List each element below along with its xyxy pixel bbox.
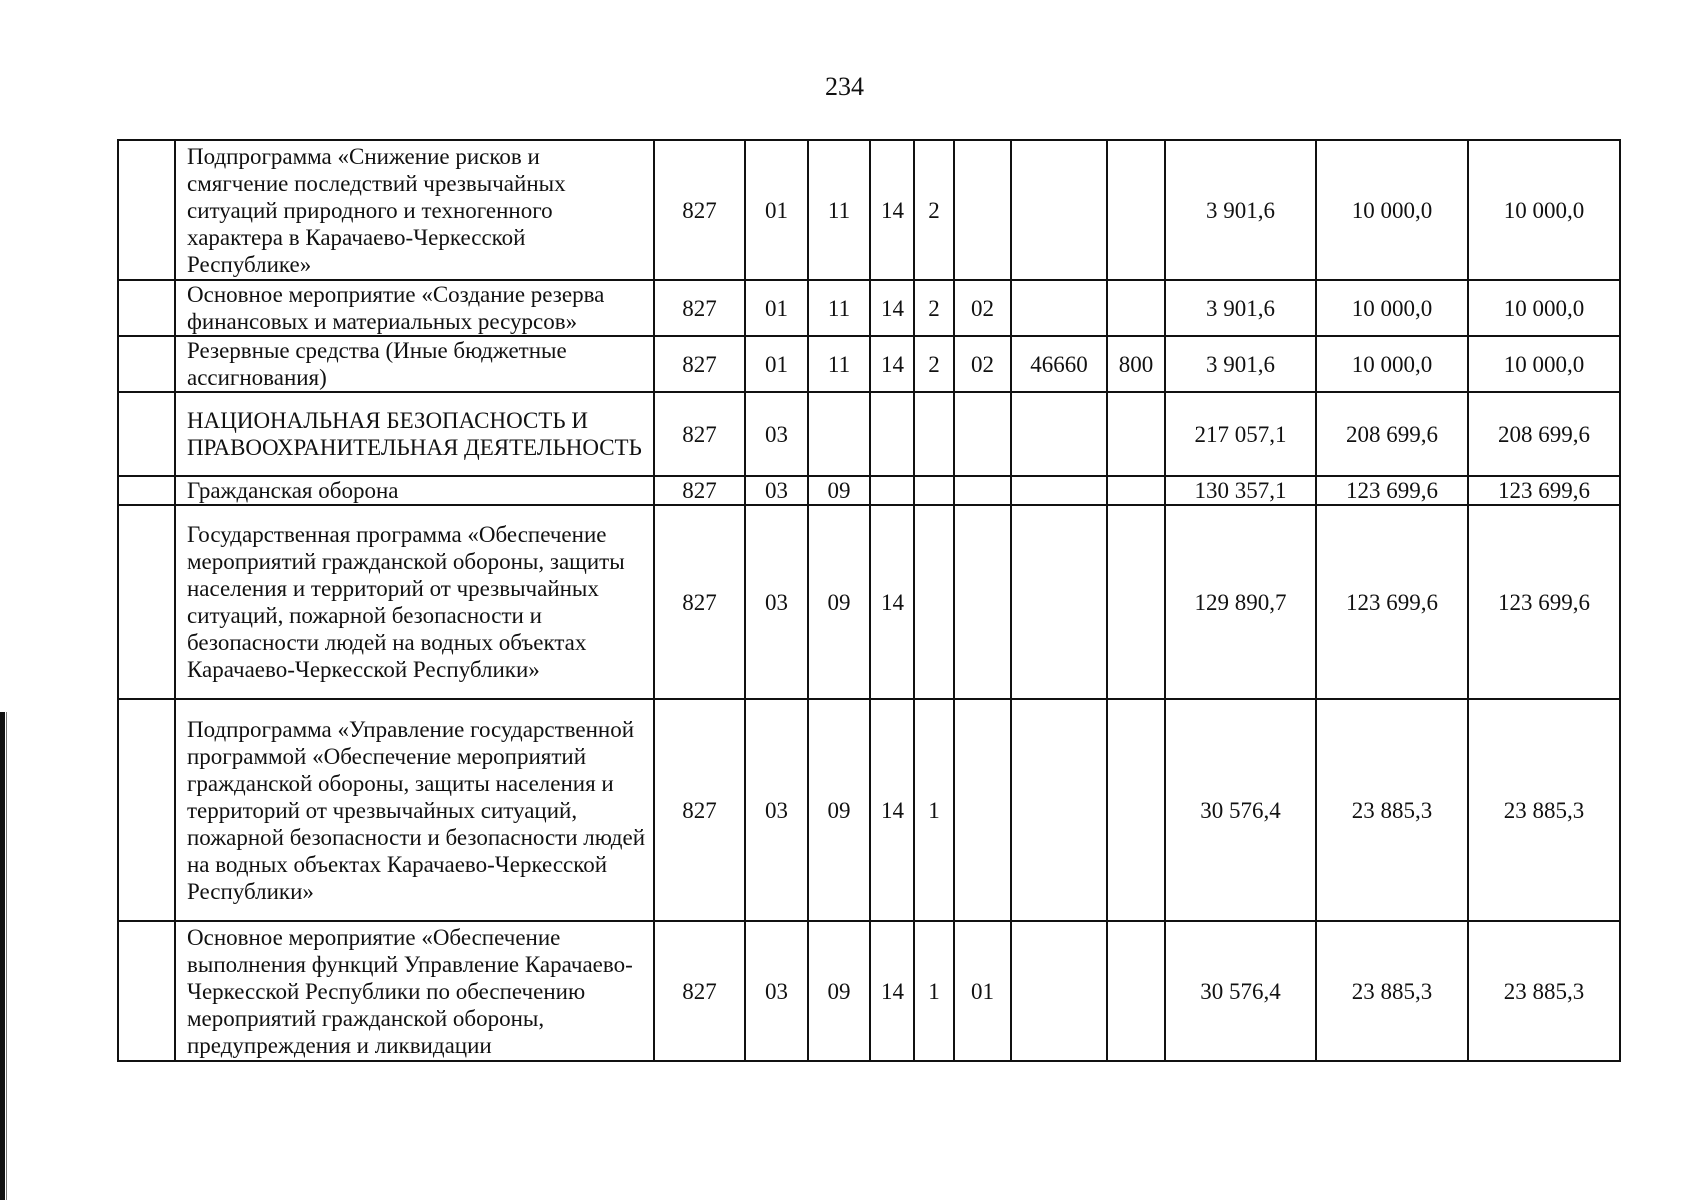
subsection-code-cell: 11 bbox=[808, 336, 870, 392]
activity-code-cell bbox=[954, 140, 1011, 280]
subsection-code-cell: 09 bbox=[808, 699, 870, 921]
program-code-cell bbox=[870, 392, 914, 476]
item-name-cell: Подпрограмма «Управление государственной программой «Обеспечение мероприятий гражданской обороны, защиты населения и территорий от чрезвычайных ситуаций, пожарной безопасности и безопасности людей на водных объектах Карачаево-Черкесской Республики» bbox=[175, 699, 654, 921]
expense-type-cell bbox=[1107, 392, 1165, 476]
item-name-cell: Подпрограмма «Снижение рисков и смягчение последствий чрезвычайных ситуаций природного и техногенного характера в Карачаево-Черкесской Республике» bbox=[175, 140, 654, 280]
expense-type-cell bbox=[1107, 921, 1165, 1061]
amount-year3-cell: 23 885,3 bbox=[1468, 699, 1620, 921]
amount-year2-cell: 10 000,0 bbox=[1316, 336, 1468, 392]
budget-table bbox=[117, 139, 1621, 1062]
program-code-cell: 14 bbox=[870, 921, 914, 1061]
amount-year1-cell: 30 576,4 bbox=[1165, 699, 1316, 921]
activity-code-cell bbox=[954, 699, 1011, 921]
section-code-cell: 01 bbox=[745, 280, 808, 336]
direction-code-cell bbox=[1011, 699, 1107, 921]
activity-code-cell: 01 bbox=[954, 921, 1011, 1061]
table-row bbox=[118, 392, 1620, 476]
program-code-cell: 14 bbox=[870, 140, 914, 280]
table-row bbox=[118, 476, 1620, 505]
item-name-cell: Основное мероприятие «Создание резерва финансовых и материальных ресурсов» bbox=[175, 280, 654, 336]
table-row bbox=[118, 505, 1620, 699]
table-body bbox=[118, 140, 1620, 1061]
direction-code-cell bbox=[1011, 505, 1107, 699]
amount-year3-cell: 10 000,0 bbox=[1468, 336, 1620, 392]
subsection-code-cell: 11 bbox=[808, 140, 870, 280]
amount-year3-cell: 208 699,6 bbox=[1468, 392, 1620, 476]
row-number-cell bbox=[118, 140, 175, 280]
amount-year2-cell: 208 699,6 bbox=[1316, 392, 1468, 476]
section-code-cell: 01 bbox=[745, 336, 808, 392]
direction-code-cell bbox=[1011, 280, 1107, 336]
row-number-cell bbox=[118, 336, 175, 392]
ministry-code-cell: 827 bbox=[654, 505, 745, 699]
expense-type-cell bbox=[1107, 140, 1165, 280]
amount-year1-cell: 217 057,1 bbox=[1165, 392, 1316, 476]
direction-code-cell bbox=[1011, 476, 1107, 505]
amount-year3-cell: 23 885,3 bbox=[1468, 921, 1620, 1061]
amount-year1-cell: 130 357,1 bbox=[1165, 476, 1316, 505]
activity-code-cell bbox=[954, 476, 1011, 505]
activity-code-cell: 02 bbox=[954, 336, 1011, 392]
amount-year2-cell: 123 699,6 bbox=[1316, 476, 1468, 505]
direction-code-cell: 46660 bbox=[1011, 336, 1107, 392]
amount-year3-cell: 10 000,0 bbox=[1468, 280, 1620, 336]
amount-year1-cell: 3 901,6 bbox=[1165, 336, 1316, 392]
direction-code-cell bbox=[1011, 140, 1107, 280]
expense-type-cell bbox=[1107, 476, 1165, 505]
ministry-code-cell: 827 bbox=[654, 921, 745, 1061]
amount-year3-cell: 123 699,6 bbox=[1468, 476, 1620, 505]
subprogram-code-cell bbox=[914, 505, 954, 699]
program-code-cell bbox=[870, 476, 914, 505]
expense-type-cell bbox=[1107, 699, 1165, 921]
expense-type-cell bbox=[1107, 505, 1165, 699]
row-number-cell bbox=[118, 392, 175, 476]
table-row bbox=[118, 336, 1620, 392]
amount-year2-cell: 10 000,0 bbox=[1316, 140, 1468, 280]
program-code-cell: 14 bbox=[870, 505, 914, 699]
section-code-cell: 03 bbox=[745, 505, 808, 699]
amount-year3-cell: 123 699,6 bbox=[1468, 505, 1620, 699]
subprogram-code-cell: 2 bbox=[914, 280, 954, 336]
subsection-code-cell: 09 bbox=[808, 921, 870, 1061]
table-row bbox=[118, 140, 1620, 280]
item-name-cell: НАЦИОНАЛЬНАЯ БЕЗОПАСНОСТЬ И ПРАВООХРАНИТЕЛЬНАЯ ДЕЯТЕЛЬНОСТЬ bbox=[175, 392, 654, 476]
program-code-cell: 14 bbox=[870, 280, 914, 336]
subprogram-code-cell: 1 bbox=[914, 921, 954, 1061]
section-code-cell: 03 bbox=[745, 921, 808, 1061]
ministry-code-cell: 827 bbox=[654, 336, 745, 392]
section-code-cell: 03 bbox=[745, 699, 808, 921]
direction-code-cell bbox=[1011, 392, 1107, 476]
scan-edge-mark bbox=[0, 712, 5, 1200]
activity-code-cell: 02 bbox=[954, 280, 1011, 336]
direction-code-cell bbox=[1011, 921, 1107, 1061]
expense-type-cell: 800 bbox=[1107, 336, 1165, 392]
item-name-cell: Государственная программа «Обеспечение мероприятий гражданской обороны, защиты населения и территорий от чрезвычайных ситуаций, пожарной безопасности и безопасности людей на водных объектах Карачаево-Черкесской Республики» bbox=[175, 505, 654, 699]
page-number: 234 bbox=[825, 72, 864, 101]
amount-year1-cell: 3 901,6 bbox=[1165, 140, 1316, 280]
activity-code-cell bbox=[954, 392, 1011, 476]
section-code-cell: 03 bbox=[745, 476, 808, 505]
subsection-code-cell: 09 bbox=[808, 476, 870, 505]
row-number-cell bbox=[118, 921, 175, 1061]
amount-year3-cell: 10 000,0 bbox=[1468, 140, 1620, 280]
subprogram-code-cell bbox=[914, 476, 954, 505]
ministry-code-cell: 827 bbox=[654, 392, 745, 476]
row-number-cell bbox=[118, 476, 175, 505]
ministry-code-cell: 827 bbox=[654, 699, 745, 921]
row-number-cell bbox=[118, 699, 175, 921]
section-code-cell: 01 bbox=[745, 140, 808, 280]
activity-code-cell bbox=[954, 505, 1011, 699]
table-row bbox=[118, 921, 1620, 1061]
amount-year2-cell: 10 000,0 bbox=[1316, 280, 1468, 336]
table-row bbox=[118, 699, 1620, 921]
program-code-cell: 14 bbox=[870, 336, 914, 392]
expense-type-cell bbox=[1107, 280, 1165, 336]
item-name-cell: Основное мероприятие «Обеспечение выполнения функций Управление Карачаево-Черкесской Республики по обеспечению мероприятий гражданской обороны, предупреждения и ликвидации bbox=[175, 921, 654, 1061]
table-row bbox=[118, 280, 1620, 336]
ministry-code-cell: 827 bbox=[654, 476, 745, 505]
amount-year2-cell: 23 885,3 bbox=[1316, 699, 1468, 921]
subprogram-code-cell: 2 bbox=[914, 140, 954, 280]
item-name-cell: Резервные средства (Иные бюджетные ассигнования) bbox=[175, 336, 654, 392]
ministry-code-cell: 827 bbox=[654, 140, 745, 280]
amount-year2-cell: 23 885,3 bbox=[1316, 921, 1468, 1061]
subsection-code-cell: 11 bbox=[808, 280, 870, 336]
row-number-cell bbox=[118, 505, 175, 699]
amount-year1-cell: 3 901,6 bbox=[1165, 280, 1316, 336]
amount-year1-cell: 30 576,4 bbox=[1165, 921, 1316, 1061]
item-name-cell: Гражданская оборона bbox=[175, 476, 654, 505]
scan-edge-line bbox=[6, 712, 7, 1200]
row-number-cell bbox=[118, 280, 175, 336]
section-code-cell: 03 bbox=[745, 392, 808, 476]
program-code-cell: 14 bbox=[870, 699, 914, 921]
subsection-code-cell bbox=[808, 392, 870, 476]
subprogram-code-cell: 1 bbox=[914, 699, 954, 921]
subsection-code-cell: 09 bbox=[808, 505, 870, 699]
subprogram-code-cell bbox=[914, 392, 954, 476]
ministry-code-cell: 827 bbox=[654, 280, 745, 336]
subprogram-code-cell: 2 bbox=[914, 336, 954, 392]
amount-year2-cell: 123 699,6 bbox=[1316, 505, 1468, 699]
amount-year1-cell: 129 890,7 bbox=[1165, 505, 1316, 699]
